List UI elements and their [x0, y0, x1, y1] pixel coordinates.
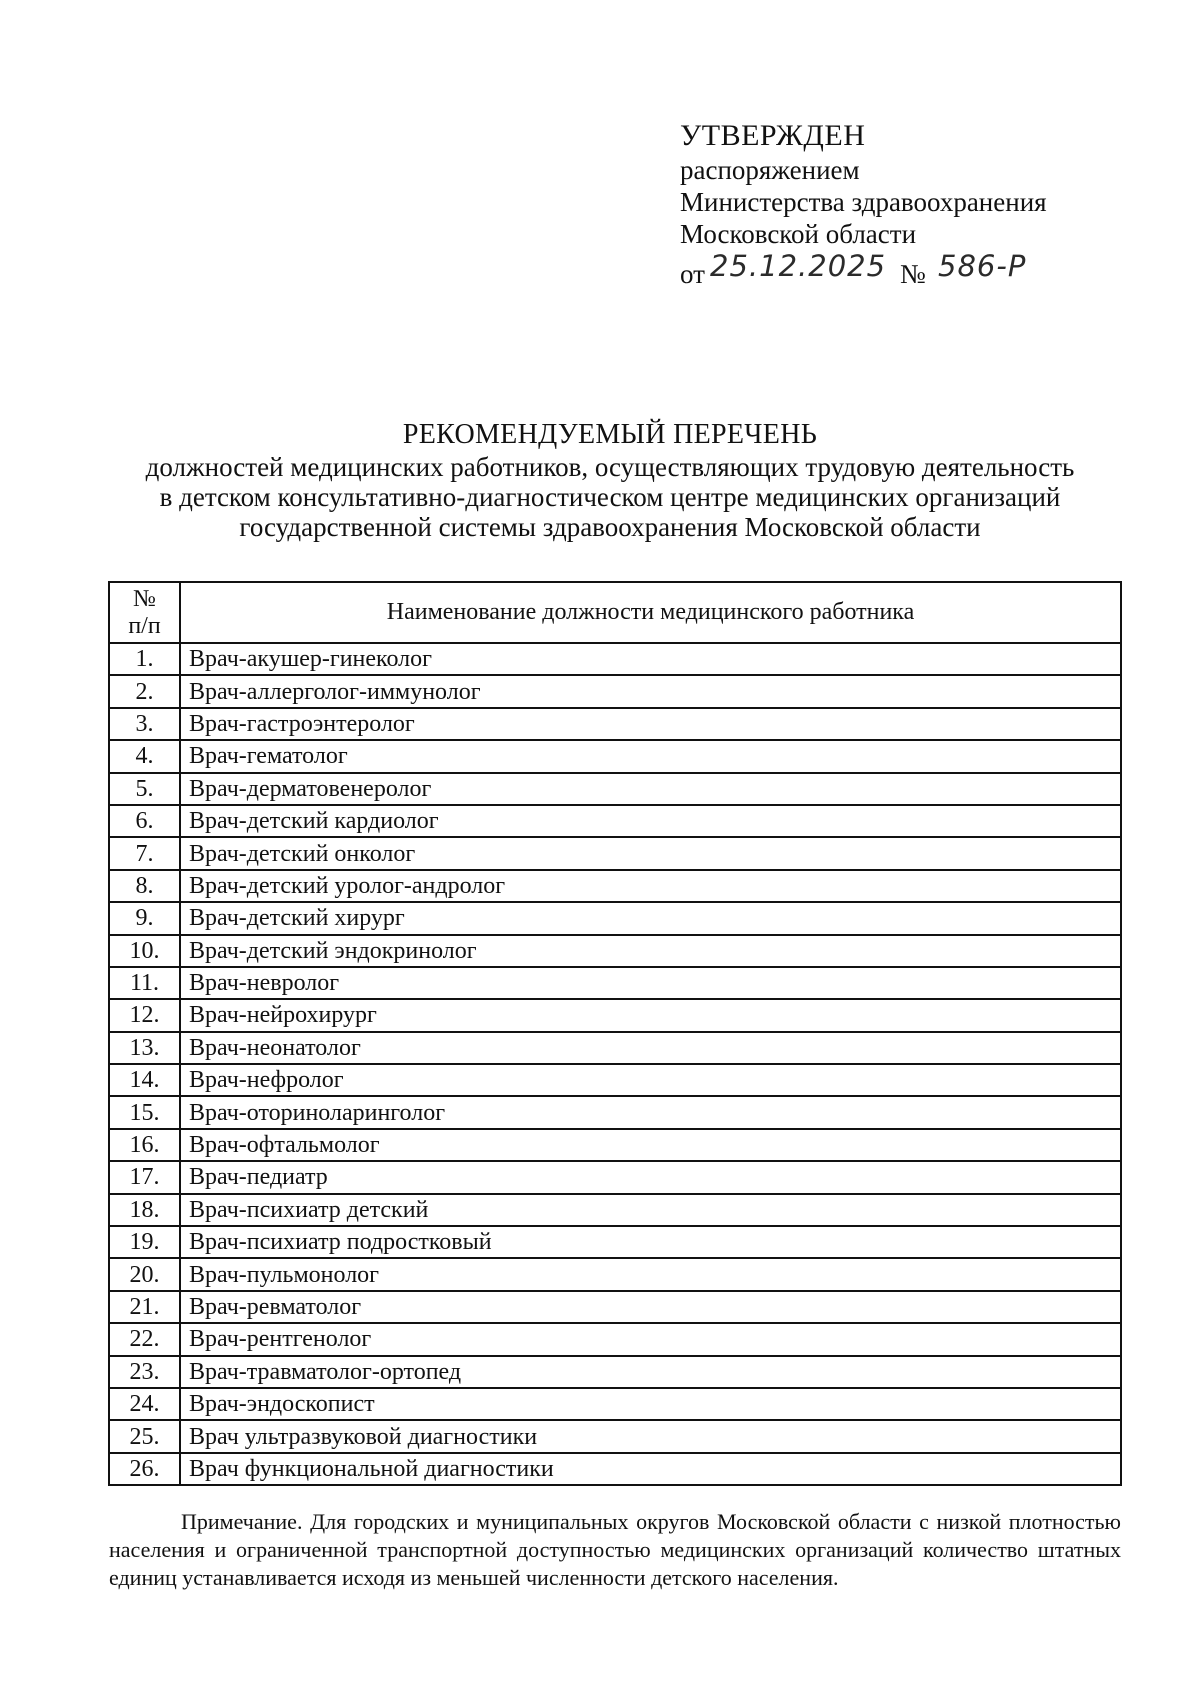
table-row [109, 805, 1121, 837]
position-name: Врач-ревматолог [180, 1291, 1121, 1323]
row-number: 1. [109, 643, 180, 675]
row-number: 14. [109, 1064, 180, 1096]
row-number: 22. [109, 1323, 180, 1355]
position-name: Врач-офтальмолог [180, 1129, 1121, 1161]
footnote: Примечание. Для городских и муниципальных округов Московской области с низкой плотностью населения и ограниченной транспортной доступностью медицинских организаций количество штатных единиц устанавливается исходя из меньшей численности детского населения. [109, 1509, 1121, 1590]
row-number: 25. [109, 1420, 180, 1452]
header-number-cell [109, 582, 180, 643]
row-number: 8. [109, 870, 180, 902]
table-row [109, 1323, 1121, 1355]
table-row [109, 1161, 1121, 1193]
handwritten-date: 25.12.2025 [710, 249, 887, 283]
table-row [109, 967, 1121, 999]
position-name: Врач-пульмонолог [180, 1258, 1121, 1290]
approval-heading: УТВЕРЖДЕН [680, 119, 866, 152]
row-number: 18. [109, 1194, 180, 1226]
approval-line-2: Министерства здравоохранения [680, 187, 1047, 217]
table-row [109, 1064, 1121, 1096]
table-row [109, 1258, 1121, 1290]
position-name: Врач-оториноларинголог [180, 1096, 1121, 1128]
row-number: 10. [109, 935, 180, 967]
position-name: Врач-акушер-гинеколог [180, 643, 1121, 675]
position-name: Врач-педиатр [180, 1161, 1121, 1193]
row-number: 24. [109, 1388, 180, 1420]
table-row [109, 740, 1121, 772]
table-row [109, 1096, 1121, 1128]
table-row [109, 1291, 1121, 1323]
header-number-sign: № [133, 585, 156, 612]
table-row [109, 1194, 1121, 1226]
table-row [109, 1356, 1121, 1388]
position-name: Врач-гематолог [180, 740, 1121, 772]
number-sign: № [900, 259, 926, 289]
table-row [109, 902, 1121, 934]
table-row [109, 1420, 1121, 1452]
row-number: 20. [109, 1258, 180, 1290]
row-number: 11. [109, 967, 180, 999]
row-number: 17. [109, 1161, 180, 1193]
table-row [109, 1032, 1121, 1064]
approval-line-3: Московской области [680, 219, 917, 249]
document-title: РЕКОМЕНДУЕМЫЙ ПЕРЕЧЕНЬ [402, 419, 818, 450]
position-name: Врач ультразвуковой диагностики [180, 1420, 1121, 1452]
position-name: Врач-аллерголог-иммунолог [180, 675, 1121, 707]
row-number: 5. [109, 773, 180, 805]
table-row [109, 1226, 1121, 1258]
position-name: Врач-психиатр подростковый [180, 1226, 1121, 1258]
title-line-3: государственной системы здравоохранения Московской области [239, 512, 981, 542]
position-name: Врач-детский кардиолог [180, 805, 1121, 837]
position-name: Врач-детский онколог [180, 837, 1121, 869]
row-number: 26. [109, 1453, 180, 1485]
row-number: 13. [109, 1032, 180, 1064]
table-row [109, 935, 1121, 967]
table-row [109, 999, 1121, 1031]
table-row [109, 1453, 1121, 1485]
header-number-label: п/п [128, 612, 161, 639]
row-number: 12. [109, 999, 180, 1031]
handwritten-number: 586-Р [938, 249, 1027, 283]
positions-table [108, 581, 1122, 1486]
position-name: Врач-эндоскопист [180, 1388, 1121, 1420]
position-name: Врач-неонатолог [180, 1032, 1121, 1064]
table-row [109, 837, 1121, 869]
row-number: 2. [109, 675, 180, 707]
header-name-cell: Наименование должности медицинского работника [180, 582, 1121, 643]
position-name: Врач-рентгенолог [180, 1323, 1121, 1355]
row-number: 7. [109, 837, 180, 869]
row-number: 23. [109, 1356, 180, 1388]
date-prefix: от [680, 259, 705, 289]
table-row [109, 773, 1121, 805]
table-row [109, 643, 1121, 675]
position-name: Врач-детский хирург [180, 902, 1121, 934]
approval-line-1: распоряжением [680, 155, 860, 185]
position-name: Врач-невролог [180, 967, 1121, 999]
position-name: Врач-детский уролог-андролог [180, 870, 1121, 902]
table-header-row [109, 582, 1121, 643]
position-name: Врач-детский эндокринолог [180, 935, 1121, 967]
position-name: Врач-нейрохирург [180, 999, 1121, 1031]
title-line-1: должностей медицинских работников, осуществляющих трудовую деятельность [145, 452, 1075, 482]
position-name: Врач-дерматовенеролог [180, 773, 1121, 805]
title-line-2: в детском консультативно-диагностическом центре медицинских организаций [159, 482, 1061, 512]
row-number: 16. [109, 1129, 180, 1161]
approval-date-line [680, 249, 1047, 289]
table-row [109, 675, 1121, 707]
position-name: Врач-нефролог [180, 1064, 1121, 1096]
position-name: Врач-травматолог-ортопед [180, 1356, 1121, 1388]
position-name: Врач-гастроэнтеролог [180, 708, 1121, 740]
row-number: 3. [109, 708, 180, 740]
table-row [109, 708, 1121, 740]
table-row [109, 870, 1121, 902]
table-row [109, 1129, 1121, 1161]
document-title-block [90, 420, 1130, 542]
position-name: Врач-психиатр детский [180, 1194, 1121, 1226]
row-number: 6. [109, 805, 180, 837]
row-number: 9. [109, 902, 180, 934]
row-number: 19. [109, 1226, 180, 1258]
position-name: Врач функциональной диагностики [180, 1453, 1121, 1485]
table-row [109, 1388, 1121, 1420]
row-number: 15. [109, 1096, 180, 1128]
row-number: 21. [109, 1291, 180, 1323]
approval-block [680, 118, 1047, 288]
row-number: 4. [109, 740, 180, 772]
